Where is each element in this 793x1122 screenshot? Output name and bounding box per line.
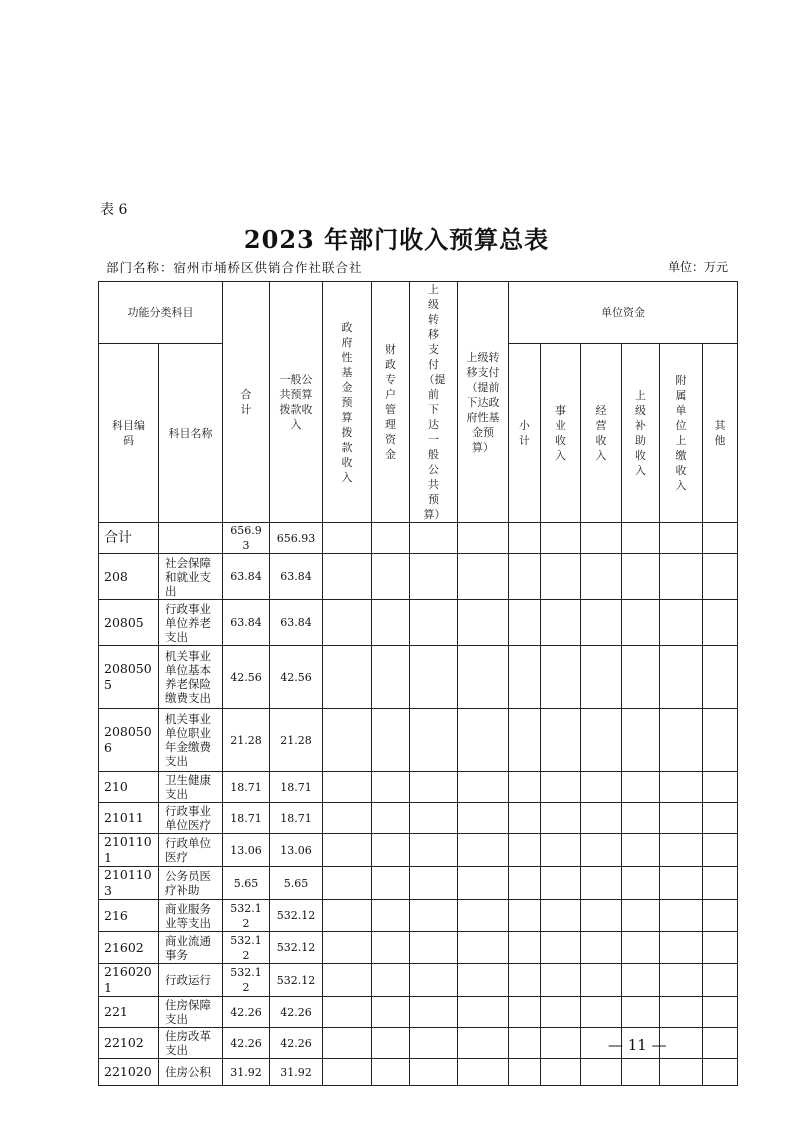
- row-name: 行政运行: [159, 964, 223, 997]
- row-name: 住房公积: [159, 1059, 223, 1086]
- table-row: [99, 900, 738, 932]
- header-subtotal: 小计: [509, 344, 541, 523]
- row-code: 20805: [99, 600, 159, 646]
- row-code: 合计: [99, 523, 159, 554]
- header-fiscal-special: 财政专户管理资金: [372, 282, 410, 523]
- row-code: 221020: [99, 1059, 159, 1086]
- header-unit-funds: 单位资金: [509, 282, 738, 344]
- row-code: 2101101: [99, 834, 159, 867]
- row-code: 2080506: [99, 709, 159, 772]
- row-total: 63.84: [223, 554, 270, 600]
- row-general: 18.71: [270, 803, 323, 834]
- row-name: 商业流通事务: [159, 932, 223, 964]
- row-total: 13.06: [223, 834, 270, 867]
- row-code: 22102: [99, 1028, 159, 1059]
- header-total: 合计: [223, 282, 270, 523]
- row-name: 住房保障支出: [159, 997, 223, 1028]
- row-name: 机关事业单位职业年金缴费支出: [159, 709, 223, 772]
- row-general: 532.12: [270, 964, 323, 997]
- row-name: 公务员医疗补助: [159, 867, 223, 900]
- row-general: 656.93: [270, 523, 323, 554]
- table-row: [99, 964, 738, 997]
- row-code: 216: [99, 900, 159, 932]
- row-code: 208: [99, 554, 159, 600]
- table-label: 表 6: [100, 202, 128, 218]
- row-code: 2080505: [99, 646, 159, 709]
- row-general: 63.84: [270, 554, 323, 600]
- row-total: 5.65: [223, 867, 270, 900]
- header-transfer-fund: 上级转移支付（提前下达政府性基金预算）: [458, 282, 509, 523]
- header-superior-subsidy: 上级补助收入: [622, 344, 660, 523]
- row-name: 社会保障和就业支出: [159, 554, 223, 600]
- row-name: 行政事业单位医疗: [159, 803, 223, 834]
- row-general: 532.12: [270, 900, 323, 932]
- row-total: 42.56: [223, 646, 270, 709]
- page-title: 2023 年部门收入预算总表: [243, 225, 550, 254]
- table-row: [99, 997, 738, 1028]
- header-business-income: 事业收入: [541, 344, 581, 523]
- row-general: 5.65: [270, 867, 323, 900]
- row-total: 18.71: [223, 772, 270, 803]
- table-row: [99, 932, 738, 964]
- table-row: [99, 646, 738, 709]
- row-code: 21602: [99, 932, 159, 964]
- header-subject-name: 科目名称: [159, 344, 223, 523]
- row-total: 656.93: [223, 523, 270, 554]
- row-total: 18.71: [223, 803, 270, 834]
- row-general: 21.28: [270, 709, 323, 772]
- table-row: [99, 803, 738, 834]
- row-total: 532.12: [223, 964, 270, 997]
- header-function-category: 功能分类科目: [99, 282, 223, 344]
- row-name: 卫生健康支出: [159, 772, 223, 803]
- row-code: 2160201: [99, 964, 159, 997]
- row-name: 商业服务业等支出: [159, 900, 223, 932]
- header-affiliated-income: 附属单位上缴收入: [660, 344, 703, 523]
- table-row: [99, 772, 738, 803]
- row-total: 42.26: [223, 1028, 270, 1059]
- header-subject-code: 科目编码: [99, 344, 159, 523]
- unit-label: 单位：万元: [667, 260, 728, 274]
- row-total: 532.12: [223, 932, 270, 964]
- header-transfer-general: 上级转移支付（提前下达一般公共预算）: [410, 282, 458, 523]
- row-code: 221: [99, 997, 159, 1028]
- row-general: 18.71: [270, 772, 323, 803]
- row-general: 31.92: [270, 1059, 323, 1086]
- row-total: 532.12: [223, 900, 270, 932]
- row-total: 31.92: [223, 1059, 270, 1086]
- row-name: 住房改革支出: [159, 1028, 223, 1059]
- row-general: 42.26: [270, 997, 323, 1028]
- header-general-budget: 一般公共预算拨款收入: [270, 282, 323, 523]
- row-name: 机关事业单位基本养老保险缴费支出: [159, 646, 223, 709]
- table-row: [99, 867, 738, 900]
- row-general: 63.84: [270, 600, 323, 646]
- header-gov-fund: 政府性基金预算拨款收入: [323, 282, 372, 523]
- row-code: 2101103: [99, 867, 159, 900]
- page-number: — 11 —: [608, 1036, 667, 1054]
- table-row: [99, 834, 738, 867]
- row-code: 21011: [99, 803, 159, 834]
- row-code: 210: [99, 772, 159, 803]
- row-total: 63.84: [223, 600, 270, 646]
- row-name: 行政事业单位养老支出: [159, 600, 223, 646]
- table-row: [99, 600, 738, 646]
- row-general: 42.26: [270, 1028, 323, 1059]
- row-total: 21.28: [223, 709, 270, 772]
- table-row: [99, 709, 738, 772]
- budget-table: [98, 281, 738, 1086]
- header-other: 其他: [703, 344, 738, 523]
- row-name: 行政单位医疗: [159, 834, 223, 867]
- row-general: 13.06: [270, 834, 323, 867]
- department-name: 部门名称：宿州市埇桥区供销合作社联合社: [106, 260, 363, 275]
- row-total: 42.26: [223, 997, 270, 1028]
- row-general: 42.56: [270, 646, 323, 709]
- row-name: [159, 523, 223, 554]
- table-row: [99, 554, 738, 600]
- table-row: [99, 523, 738, 554]
- header-operating-income: 经营收入: [581, 344, 622, 523]
- row-general: 532.12: [270, 932, 323, 964]
- table-row: [99, 1059, 738, 1086]
